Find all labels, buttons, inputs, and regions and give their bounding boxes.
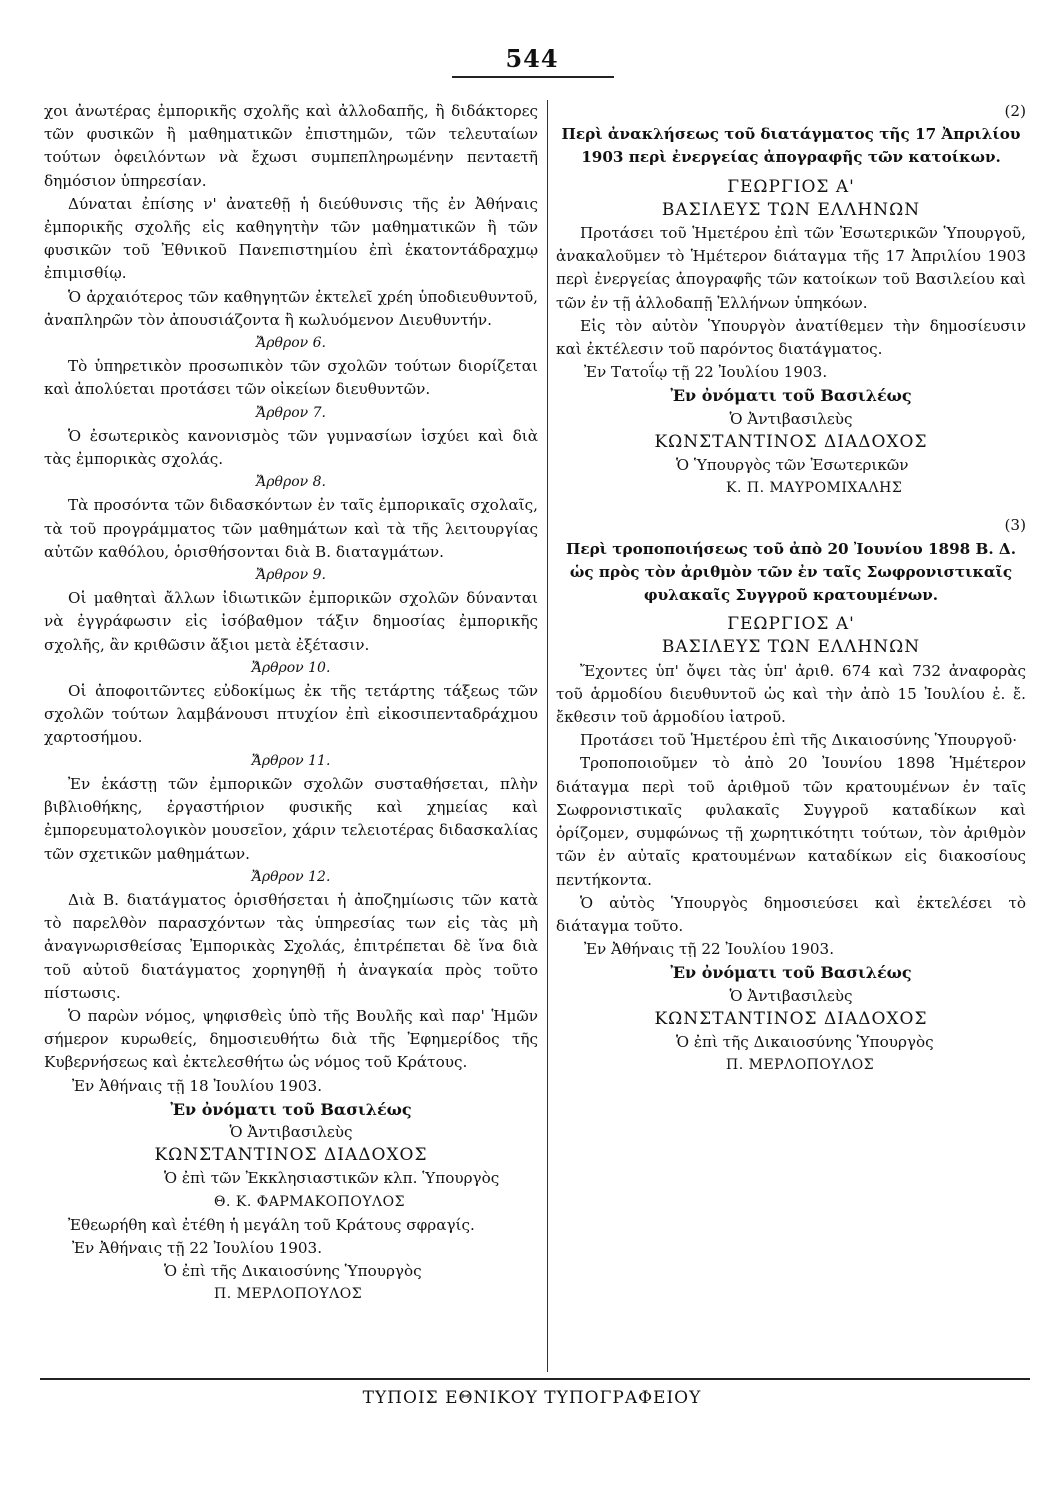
page-number: 544 bbox=[505, 44, 559, 73]
paragraph: Δύναται ἐπίσης ν' ἀνατεθῇ ἡ διεύθυνσις τῆς ἐν Ἀθήναις ἐμπορικῆς σχολῆς εἰς καθηγητὴν τῶν μαθηματικῶν ἢ τῶν φυσικῶν τοῦ Ἐθνικοῦ Πανεπιστημίου ἐπὶ ἑκατοντάδραχμῳ ἐπιμισθίῳ. bbox=[44, 194, 538, 283]
king-name-line: Ἐν ὀνόματι τοῦ Βασιλέως bbox=[670, 963, 912, 983]
king-name: ΓΕΩΡΓΙΟΣ Α' bbox=[727, 176, 855, 197]
paragraph: Ὁ ἀρχαιότερος τῶν καθηγητῶν ἐκτελεῖ χρέη ὑποδιευθυντοῦ, ἀναπληρῶν τὸν ἀπουσιάζοντα ἢ κωλυόμενον Διευθυντήν. bbox=[44, 287, 538, 329]
paragraph: Τὸ ὑπηρετικὸν προσωπικὸν τῶν σχολῶν τούτων διορίζεται καὶ ἀπολύεται προτάσει τῶν οἰκείων διευθυντῶν. bbox=[44, 357, 538, 399]
king-name-line: Ἐν ὀνόματι τοῦ Βασιλέως bbox=[170, 1099, 412, 1119]
king-title: ΒΑΣΙΛΕΥΣ ΤΩΝ ΕΛΛΗΝΩΝ bbox=[661, 637, 921, 658]
left-column bbox=[44, 100, 538, 1307]
article-heading: Ἄρθρον 9. bbox=[256, 567, 326, 584]
right-column bbox=[556, 100, 1026, 1077]
regent-line: Ὁ Ἀντιβασιλεὺς bbox=[729, 986, 853, 1005]
date-line: Ἐν Ἀθήναις τῇ 18 Ἰουλίου 1903. bbox=[72, 1076, 323, 1095]
minister-name: Π. ΜΕΡΛΟΠΟΥΛΟΣ bbox=[726, 1057, 875, 1074]
page-number-rule bbox=[452, 76, 614, 78]
printer-footer: ΤΥΠΟΙΣ ΕΘΝΙΚΟΥ ΤΥΠΟΓΡΑΦΕΙΟΥ bbox=[362, 1388, 702, 1408]
date-line: Ἐν Ἀθήναις τῇ 22 Ἰουλίου 1903. bbox=[584, 940, 835, 959]
decree-heading: Περὶ ἀνακλήσεως τοῦ διατάγματος τῆς 17 Ἀπριλίου 1903 περὶ ἐνεργείας ἀπογραφῆς τῶν κατοίκων. bbox=[561, 125, 1021, 167]
minister-name: Θ. Κ. ΦΑΡΜΑΚΟΠΟΥΛΟΣ bbox=[214, 1193, 406, 1210]
minister-title: Ὁ ἐπὶ τῆς Δικαιοσύνης Ὑπουργὸς bbox=[676, 1032, 934, 1051]
prince-signature: ΚΩΝΣΤΑΝΤΙΝΟΣ ΔΙΑΔΟΧΟΣ bbox=[654, 1008, 928, 1029]
paragraph: Εἰς τὸν αὐτὸν Ὑπουργὸν ἀνατίθεμεν τὴν δημοσίευσιν καὶ ἐκτέλεσιν τοῦ παρόντος διατάγματος. bbox=[556, 316, 1026, 359]
king-title: ΒΑΣΙΛΕΥΣ ΤΩΝ ΕΛΛΗΝΩΝ bbox=[661, 199, 921, 220]
king-name: ΓΕΩΡΓΙΟΣ Α' bbox=[727, 614, 855, 635]
paragraph: Ὁ ἐσωτερικὸς κανονισμὸς τῶν γυμνασίων ἰσχύει καὶ διὰ τὰς ἐμπορικὰς σχολάς. bbox=[44, 426, 538, 469]
regent-line: Ὁ Ἀντιβασιλεὺς bbox=[229, 1122, 353, 1141]
paragraph: Ἐν ἑκάστῃ τῶν ἐμπορικῶν σχολῶν συσταθήσεται, πλὴν βιβλιοθήκης, ἐργαστήριον φυσικῆς καὶ χημείας καὶ ἐμπορευματολογικὸν μουσεῖον, χάριν τελειοτέρας διδασκαλίας τῶν σχετικῶν μαθημάτων. bbox=[44, 774, 538, 863]
article-heading: Ἄρθρον 7. bbox=[256, 404, 326, 421]
paragraph: Τροποποιοῦμεν τὸ ἀπὸ 20 Ἰουνίου 1898 Ἡμέτερον διάταγμα περὶ τοῦ ἀριθμοῦ τῶν κρατουμένων ἐν ταῖς Σωφρονιστικαῖς φυλακαῖς Συγγροῦ καταδίκων καὶ ὁρίζομεν, συμφώνως τῇ χωρητικότητι τούτων, τὸν ἀριθμὸν τῶν ἐν αὐταῖς κρατουμένων καταδίκων εἰς διακοσίους πεντήκοντα. bbox=[556, 754, 1026, 889]
paragraph: Ὁ παρὼν νόμος, ψηφισθεὶς ὑπὸ τῆς Βουλῆς καὶ παρ' Ἡμῶν σήμερον κυρωθείς, δημοσιευθήτω διὰ τῆς Ἐφημερίδος τῆς Κυβερνήσεως καὶ ἐκτελεσθήτω ὡς νόμος τοῦ Κράτους. bbox=[44, 1006, 538, 1072]
seal-line: Ἐθεωρήθη καὶ ἐτέθη ἡ μεγάλη τοῦ Κράτους σφραγίς. bbox=[68, 1215, 475, 1234]
footer-rule bbox=[40, 1378, 1030, 1380]
article-heading: Ἄρθρον 8. bbox=[256, 474, 326, 491]
column-divider bbox=[547, 100, 548, 1372]
minister-title: Ὁ ἐπὶ τῆς Δικαιοσύνης Ὑπουργὸς bbox=[164, 1262, 422, 1281]
paragraph: Οἱ μαθηταὶ ἄλλων ἰδιωτικῶν ἐμπορικῶν σχολῶν δύνανται νὰ ἐγγράφωσιν εἰς ἰσόβαθμον τάξιν δημοσίας ἐμπορικῆς σχολῆς, ἂν κριθῶσιν ἄξιοι μετὰ ἐξέτασιν. bbox=[44, 589, 538, 654]
prince-signature: ΚΩΝΣΤΑΝΤΙΝΟΣ ΔΙΑΔΟΧΟΣ bbox=[654, 431, 928, 452]
paragraph: Οἱ ἀποφοιτῶντες εὐδοκίμως ἐκ τῆς τετάρτης τάξεως τῶν σχολῶν τούτων λαμβάνουσι πτυχίον ἐπὶ εἰκοσιπενταδράχμου χαρτοσήμου. bbox=[44, 682, 538, 747]
paragraph: Προτάσει τοῦ Ἡμετέρου ἐπὶ τῶν Ἐσωτερικῶν Ὑπουργοῦ, ἀνακαλοῦμεν τὸ Ἡμέτερον διάταγμα τῆς 17 Ἀπριλίου 1903 περὶ ἐνεργείας ἀπογραφῆς τῶν κατοίκων τοῦ Βασιλείου καὶ τῶν ἐν τῇ ἀλλοδαπῇ Ἑλλήνων ὑπηκόων. bbox=[556, 224, 1026, 312]
decree-number: (3) bbox=[1004, 516, 1026, 535]
minister-name: Π. ΜΕΡΛΟΠΟΥΛΟΣ bbox=[214, 1286, 363, 1303]
article-heading: Ἄρθρον 6. bbox=[256, 335, 326, 352]
paragraph: χοι ἀνωτέρας ἐμπορικῆς σχολῆς καὶ ἀλλοδαπῆς, ἢ διδάκτορες τῶν φυσικῶν ἢ μαθηματικῶν ἐπιστημῶν, τῶν τελευταίων τούτων ὀφειλόντων νὰ ἔχωσι συμπεπληρωμένην πενταετῆ δημόσιον ὑπηρεσίαν. bbox=[44, 102, 538, 190]
regent-line: Ὁ Ἀντιβασιλεὺς bbox=[729, 409, 853, 428]
paragraph: Ὁ αὐτὸς Ὑπουργὸς δημοσιεύσει καὶ ἐκτελέσει τὸ διάταγμα τοῦτο. bbox=[556, 893, 1026, 935]
prince-signature: ΚΩΝΣΤΑΝΤΙΝΟΣ ΔΙΑΔΟΧΟΣ bbox=[154, 1145, 428, 1166]
decree-number: (2) bbox=[1004, 102, 1026, 120]
paragraph: Προτάσει τοῦ Ἡμετέρου ἐπὶ τῆς Δικαιοσύνης Ὑπουργοῦ· bbox=[580, 731, 1018, 750]
minister-title: Ὁ ἐπὶ τῶν Ἐκκλησιαστικῶν κλπ. Ὑπουργὸς bbox=[164, 1169, 500, 1188]
date-line: Ἐν Ἀθήναις τῇ 22 Ἰουλίου 1903. bbox=[72, 1238, 323, 1257]
article-heading: Ἄρθρον 12. bbox=[251, 868, 331, 885]
article-heading: Ἄρθρον 11. bbox=[251, 752, 331, 769]
minister-title: Ὁ Ὑπουργὸς τῶν Ἐσωτερικῶν bbox=[676, 456, 909, 475]
paragraph: Τὰ προσόντα τῶν διδασκόντων ἐν ταῖς ἐμπορικαῖς σχολαῖς, τὰ τοῦ προγράμματος τῶν μαθημάτων καὶ τὰ τῆς λειτουργίας αὐτῶν καθόλου, ὁρισθήσονται διὰ Β. διαταγμάτων. bbox=[44, 496, 538, 561]
king-name-line: Ἐν ὀνόματι τοῦ Βασιλέως bbox=[670, 386, 912, 406]
decree-heading: Περὶ τροποποιήσεως τοῦ ἀπὸ 20 Ἰουνίου 1898 Β. Δ. ὡς πρὸς τὸν ἀριθμὸν τῶν ἐν ταῖς Σωφρονιστικαῖς φυλακαῖς Συγγροῦ κρατουμένων. bbox=[566, 539, 1016, 605]
minister-name: Κ. Π. ΜΑΥΡΟΜΙΧΑΛΗΣ bbox=[726, 480, 903, 497]
article-heading: Ἄρθρον 10. bbox=[251, 659, 331, 676]
paragraph: Ἔχοντες ὑπ' ὄψει τὰς ὑπ' ἀριθ. 674 καὶ 732 ἀναφορὰς τοῦ ἁρμοδίου διευθυντοῦ ὡς καὶ τὴν ἀπὸ 15 Ἰουλίου ἐ. ἔ. ἔκθεσιν τοῦ ἁρμοδίου ἰατροῦ. bbox=[556, 661, 1026, 727]
paragraph: Διὰ Β. διατάγματος ὁρισθήσεται ἡ ἀποζημίωσις τῶν κατὰ τὸ παρελθὸν παρασχόντων τὰς ὑπηρεσίας των εἰς τὰς μὴ ἀναγνωρισθείσας Ἐμπορικὰς Σχολάς, ἐπιτρέπεται δὲ ἵνα διὰ τοῦ αὐτοῦ διατάγματος χορηγηθῇ ἡ ἀναγκαία πρὸς τοῦτο πίστωσις. bbox=[44, 890, 538, 1002]
date-line: Ἐν Τατοΐῳ τῇ 22 Ἰουλίου 1903. bbox=[584, 363, 828, 382]
